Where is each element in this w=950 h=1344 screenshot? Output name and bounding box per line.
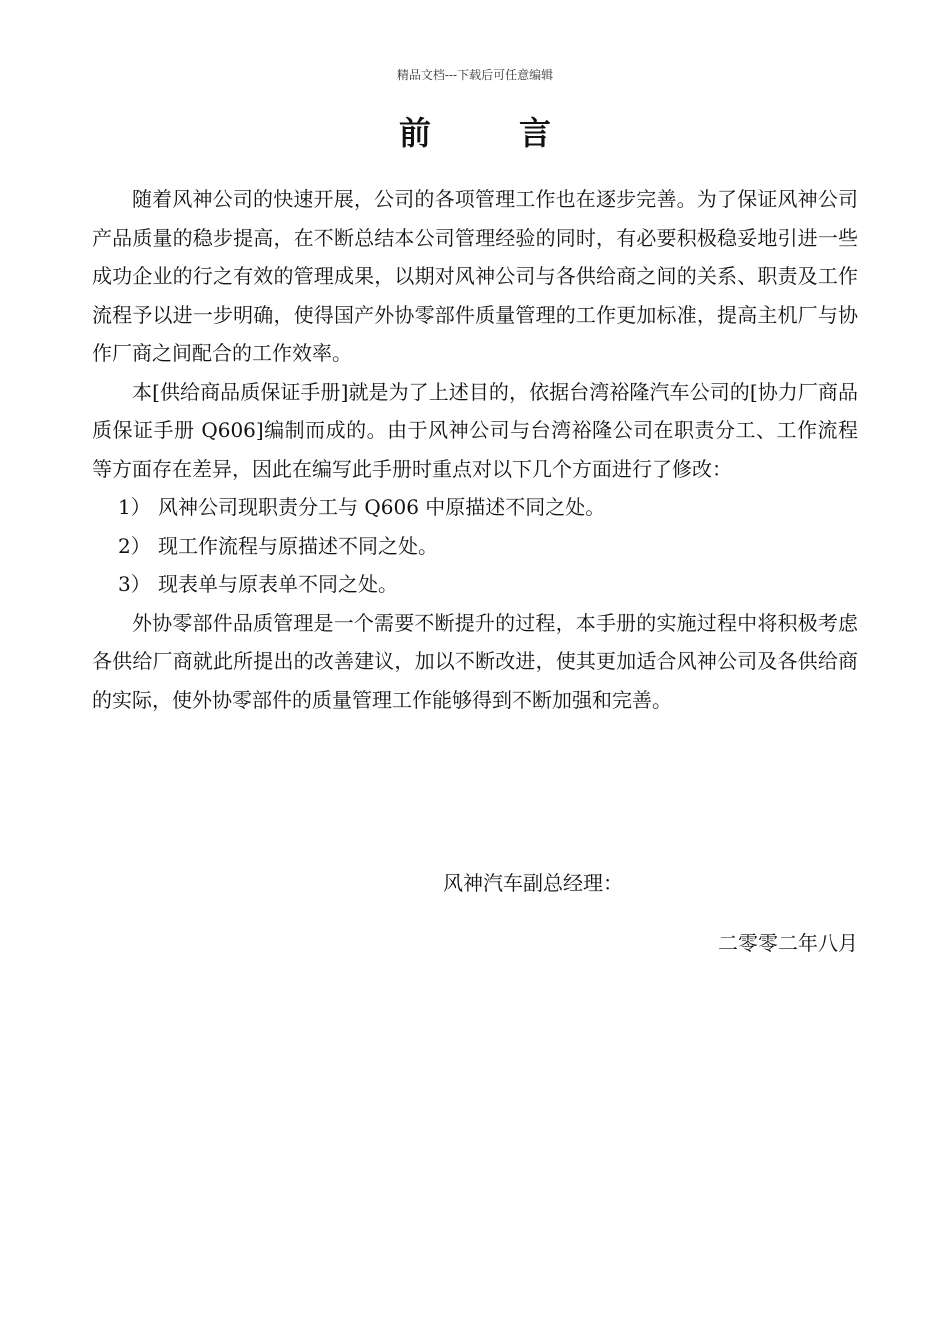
list-item bbox=[92, 527, 858, 566]
list-item-number: 1） bbox=[118, 495, 151, 519]
list-item-text: 现表单与原表单不同之处。 bbox=[158, 572, 398, 596]
list-item-number: 3） bbox=[118, 572, 151, 596]
list-item bbox=[92, 565, 858, 604]
paragraph-closing: 外协零部件品质管理是一个需要不断提升的过程，本手册的实施过程中将积极考虑各供给厂商就此所提出的改善建议，加以不断改进，使其更加适合风神公司及各供给商的实际，使外协零部件的质量管理工作能够得到不断加强和完善。 bbox=[92, 610, 858, 712]
header-note: 精品文档---下载后可任意编辑 bbox=[396, 68, 554, 82]
list-item-text: 现工作流程与原描述不同之处。 bbox=[158, 533, 438, 558]
body-text bbox=[92, 180, 858, 719]
paragraph-intro: 随着风神公司的快速开展，公司的各项管理工作也在逐步完善。为了保证风神公司产品质量的稳步提高，在不断总结本公司管理经验的同时，有必要积极稳妥地引进一些成功企业的行之有效的管理成果，以期对风神公司与各供给商之间的关系、职责及工作流程予以进一步明确，使得国产外协零部件质量管理的工作更加标准，提高主机厂与协作厂商之间配合的工作效率。 bbox=[92, 187, 858, 365]
page-title: 前言 bbox=[398, 114, 639, 152]
paragraph-purpose: 本[供给商品质保证手册]就是为了上述目的，依据台湾裕隆汽车公司的[协力厂商品质保证手册 Q606]编制而成的。由于风神公司与台湾裕隆公司在职责分工、工作流程等方面存在差异，因此在编写此手册时重点对以下几个方面进行了修改： bbox=[92, 379, 858, 481]
list-item bbox=[92, 488, 858, 527]
list-item-number: 2） bbox=[118, 533, 151, 558]
signature-line: 风神汽车副总经理： bbox=[443, 871, 623, 895]
list-item-text: 风神公司现职责分工与 Q606 中原描述不同之处。 bbox=[158, 495, 606, 519]
date-line: 二零零二年八月 bbox=[718, 931, 858, 955]
